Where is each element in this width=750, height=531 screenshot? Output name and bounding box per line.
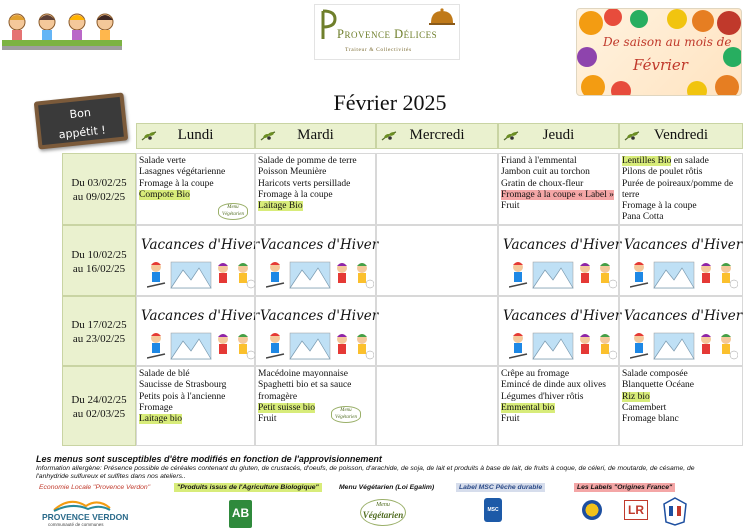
- week-date-from: Du 10/02/25: [71, 248, 127, 261]
- winter-holiday-illustration: [509, 260, 617, 290]
- menu-item-text: Légumes d'hiver rôtis: [501, 391, 584, 402]
- menu-item-text: Petits pois à l'ancienne: [139, 391, 226, 402]
- menu-item-text: Macédoine mayonnaise: [258, 369, 348, 379]
- menu-item: [258, 201, 373, 212]
- menu-item: [139, 369, 252, 380]
- week-date-from: Du 03/02/25: [71, 177, 127, 189]
- winter-holiday-illustration: [266, 331, 374, 361]
- menu-item-text: Camembert: [622, 402, 667, 413]
- menu-item-text: Fromage: [139, 402, 173, 413]
- menu-item: [258, 380, 373, 391]
- day-label: Jeudi: [542, 127, 575, 143]
- snowman-kid-icon: [600, 334, 617, 359]
- mountain-landscape-icon: [290, 333, 330, 359]
- menu-item: [139, 167, 252, 178]
- snowman-kid-icon: [238, 263, 255, 288]
- menu-item: [258, 179, 373, 190]
- skier-kid-icon: [266, 262, 284, 287]
- supply-notice: Les menus sont susceptibles d'être modifiés en fonction de l'approvisionnement: [36, 454, 382, 464]
- day-header-vendredi: [619, 123, 743, 149]
- menu-cell-vendredi: [619, 296, 743, 366]
- menu-item-text: Haricots verts persillade: [258, 178, 351, 189]
- menu-cell-vendredi: [619, 366, 743, 446]
- cloche-icon: [429, 8, 455, 26]
- menu-item: [622, 201, 740, 212]
- day-label: Mardi: [297, 127, 334, 143]
- snowman-kid-icon: [357, 334, 374, 359]
- menu-item: [622, 369, 740, 380]
- skier-kid-icon: [218, 334, 228, 354]
- menu-cell-vendredi: [619, 153, 743, 225]
- menu-item-text: Fruit: [258, 414, 277, 425]
- menu-cell-mardi: [255, 296, 379, 366]
- igp-label-icon: [582, 500, 602, 520]
- menu-item: [622, 179, 740, 202]
- menu-item-text: Gratin de choux-fleur: [501, 178, 584, 189]
- fruits-illustration: [577, 9, 742, 96]
- labels-logo-row: [0, 494, 750, 531]
- mountain-landscape-icon: [654, 333, 694, 359]
- legend-bio: "Produits issus de l'Agriculture Biologique": [174, 483, 322, 492]
- skier-kid-icon: [580, 334, 590, 354]
- mountain-landscape-icon: [171, 333, 211, 359]
- week-date-to: au 23/02/25: [72, 333, 126, 345]
- menu-item: [501, 156, 616, 167]
- winter-holiday-illustration: [509, 331, 617, 361]
- week-date-to: au 16/02/25: [72, 262, 126, 275]
- menu-item-text: Fruit: [501, 414, 520, 425]
- menu-item-text: Jambon cuit au torchon: [501, 167, 590, 178]
- vacances-label: Vacances d'Hiver: [503, 237, 622, 253]
- menu-item: [622, 392, 740, 403]
- menu-cell-lundi: [136, 225, 260, 296]
- menu-cell-mercredi: [376, 296, 498, 366]
- menu-item: [139, 190, 252, 201]
- skier-kid-icon: [218, 263, 228, 283]
- provence-verdon-logo: [40, 496, 129, 530]
- skier-kid-icon: [580, 263, 590, 283]
- snowman-kid-icon: [600, 263, 617, 288]
- chalk-line1: Bon: [68, 105, 92, 122]
- skier-kid-icon: [701, 263, 711, 283]
- veg-badge-line1: Menu: [340, 408, 352, 413]
- menu-cell-mardi: [255, 366, 376, 446]
- menu-item-text: Salade verte: [139, 156, 186, 166]
- winter-holiday-illustration: [630, 260, 738, 290]
- seasonal-fruits-banner: [576, 8, 742, 96]
- skier-kid-icon: [266, 333, 284, 358]
- brand-tagline: Traiteur & Collectivités: [345, 47, 412, 53]
- menu-item-text: Poisson Meunière: [258, 167, 327, 178]
- snowman-kid-icon: [721, 334, 738, 359]
- menu-item: [139, 414, 252, 425]
- week-date-cell: [62, 296, 136, 366]
- skier-kid-icon: [509, 333, 527, 358]
- menu-item: [139, 156, 252, 167]
- menu-cell-mercredi: [376, 225, 498, 296]
- day-header-lundi: [136, 123, 255, 149]
- legend-vegetarian: Menu Végétarien (Loi Egalim): [339, 484, 435, 491]
- day-header-jeudi: [498, 123, 619, 149]
- menu-item: [501, 190, 616, 201]
- menu-item: [258, 392, 373, 403]
- mountain-landscape-icon: [290, 262, 330, 288]
- vegetarian-menu-badge: [218, 203, 248, 220]
- skier-kid-icon: [509, 262, 527, 287]
- menu-item: [501, 414, 616, 425]
- menu-cell-mardi: [255, 225, 379, 296]
- menu-item-text: Crêpe au fromage: [501, 369, 570, 379]
- menu-item: [139, 403, 252, 414]
- menu-item-bio: Laitage bio: [139, 414, 182, 425]
- menu-item: [622, 156, 740, 167]
- menu-item-text: Saucisse de Strasbourg: [139, 380, 227, 391]
- vacances-label: Vacances d'Hiver: [624, 237, 743, 253]
- menu-item-text: Salade composée: [622, 369, 688, 379]
- menu-cell-lundi: [136, 366, 255, 446]
- legend-origines-france: Les Labels "Origines France": [574, 483, 675, 492]
- week-date-cell: [62, 225, 136, 296]
- week-date-from: Du 17/02/25: [71, 319, 127, 331]
- menu-item: [622, 212, 740, 223]
- menu-item: [258, 190, 373, 201]
- veg-badge-line1: Menu: [227, 205, 239, 210]
- snowman-kid-icon: [721, 263, 738, 288]
- menu-cell-lundi: [136, 153, 255, 225]
- menu-item: [501, 167, 616, 178]
- menu-cell-vendredi: [619, 225, 743, 296]
- menu-item: [501, 403, 616, 414]
- legend-local-economy: Economie Locale "Provence Verdon": [39, 484, 151, 491]
- menu-item: [622, 414, 740, 425]
- ab-bio-logo: AB: [229, 500, 252, 528]
- menu-item: [501, 369, 616, 380]
- day-header-mercredi: [376, 123, 498, 149]
- winter-holiday-illustration: [266, 260, 374, 290]
- menu-item: [139, 179, 252, 190]
- menu-cell-lundi: [136, 296, 260, 366]
- menu-item-bio: Riz bio: [622, 391, 650, 402]
- menu-item-bio: Emmental bio: [501, 402, 555, 413]
- pv-name: PROVENCE VERDON: [42, 512, 129, 522]
- menuveg-main: Végétarien: [362, 510, 404, 520]
- mountain-landscape-icon: [533, 333, 573, 359]
- skier-kid-icon: [337, 334, 347, 354]
- snowman-kid-icon: [238, 334, 255, 359]
- menuveg-top: Menu: [376, 502, 390, 508]
- allergen-info: Information allergène: Présence possible de céréales contenant du gluten, de crustacés, d'oeufs, de poisson, d'arachide, de soja, de lait et produits à base de lait, de fruits à coque, de céleri, de moutarde, de césame, de l'anhydride sulfureux et sulfites dans nos ateliers..: [36, 465, 695, 481]
- month-title: Février 2025: [333, 90, 447, 115]
- menu-item-text: Salade de pomme de terre: [258, 156, 357, 166]
- menu-item: [501, 179, 616, 190]
- skier-kid-icon: [147, 262, 165, 287]
- mountain-landscape-icon: [533, 262, 573, 288]
- week-date-to: au 09/02/25: [72, 191, 126, 203]
- season-line1: De saison au mois de: [603, 35, 732, 49]
- skier-kid-icon: [701, 334, 711, 354]
- kids-illustration: [2, 4, 122, 54]
- menu-item-text: Lasagnes végétarienne: [139, 167, 226, 178]
- brand-name: Provence Délices: [337, 27, 438, 41]
- skier-kid-icon: [147, 333, 165, 358]
- menu-cell-jeudi: [498, 225, 622, 296]
- menu-item: [622, 380, 740, 391]
- menu-item-text: Spaghetti bio et sa sauce: [258, 380, 352, 391]
- season-month: Février: [633, 56, 688, 74]
- week-date-from: Du 24/02/25: [71, 394, 127, 406]
- skier-kid-icon: [630, 262, 648, 287]
- vegetarian-menu-badge: [331, 406, 361, 423]
- chalk-line2: appétit !: [58, 123, 107, 142]
- mountain-landscape-icon: [654, 262, 694, 288]
- msc-logo: MSC: [484, 498, 502, 522]
- vacances-label: Vacances d'Hiver: [503, 308, 622, 324]
- menu-item-text: fromagère: [258, 391, 298, 402]
- menu-item-text: Pilons de poulet rôtis: [622, 167, 703, 178]
- menu-item: [139, 392, 252, 403]
- menu-cell-jeudi: [498, 296, 622, 366]
- day-header-mardi: [255, 123, 376, 149]
- snowman-kid-icon: [357, 263, 374, 288]
- menu-item: [501, 380, 616, 391]
- viandes-de-france-icon: [662, 496, 688, 526]
- brand-p-icon: [319, 7, 337, 41]
- menu-item-text: Salade de blé: [139, 369, 190, 379]
- skier-kid-icon: [630, 333, 648, 358]
- day-label: Vendredi: [653, 127, 709, 143]
- day-label: Lundi: [177, 127, 214, 143]
- menu-item-text: Emincé de dinde aux olives: [501, 380, 606, 391]
- vacances-label: Vacances d'Hiver: [141, 237, 260, 253]
- winter-holiday-illustration: [147, 260, 255, 290]
- menu-item-bio: Laitage Bio: [258, 201, 303, 212]
- menu-item: [258, 167, 373, 178]
- vacances-label: Vacances d'Hiver: [260, 308, 379, 324]
- veg-badge-line2: Végétarien: [222, 212, 244, 217]
- skier-kid-icon: [337, 263, 347, 283]
- menu-item-text: Purée de poireaux/pomme de terre: [622, 178, 734, 200]
- menu-item: [622, 403, 740, 414]
- menu-item: [501, 201, 616, 212]
- menu-item: [258, 369, 373, 380]
- winter-holiday-illustration: [630, 331, 738, 361]
- menu-item: [139, 380, 252, 391]
- menu-item-text: Fromage blanc: [622, 414, 679, 425]
- label-rouge-logo: LR: [624, 500, 648, 520]
- vacances-label: Vacances d'Hiver: [141, 308, 260, 324]
- menu-item-text: Friand à l'emmental: [501, 156, 577, 166]
- veg-badge-line2: Végétarien: [335, 415, 357, 420]
- mountain-landscape-icon: [171, 262, 211, 288]
- menu-cell-mercredi: [376, 153, 498, 225]
- menu-cell-mardi: [255, 153, 376, 225]
- menu-item-text: Pana Cotta: [622, 212, 664, 223]
- vacances-label: Vacances d'Hiver: [260, 237, 379, 253]
- provence-delices-logo: [314, 4, 460, 60]
- menu-item-bio: Lentilles Bio: [622, 156, 672, 166]
- menu-item-bio: Compote Bio: [139, 189, 190, 200]
- week-date-cell: [62, 153, 136, 225]
- bon-appetit-chalkboard: [34, 92, 129, 149]
- menu-cell-mercredi: [376, 366, 498, 446]
- menu-item-text: Fromage à la coupe: [139, 178, 214, 189]
- verdon-waves-icon: [40, 496, 124, 512]
- winter-holiday-illustration: [147, 331, 255, 361]
- menu-item-text: Blanquette Océane: [622, 380, 695, 391]
- menu-cell-jeudi: [498, 153, 619, 225]
- menu-item-text: Fromage à la coupe: [258, 189, 333, 200]
- menu-item-text: Fromage à la coupe: [622, 201, 697, 212]
- menu-item-label: Fromage à la coupe « Label »: [501, 189, 614, 200]
- menu-item-bio: Petit suisse bio: [258, 402, 316, 413]
- day-label: Mercredi: [409, 127, 465, 143]
- week-date-cell: [62, 366, 136, 446]
- menu-cell-jeudi: [498, 366, 619, 446]
- menu-item: [622, 167, 740, 178]
- menu-item-text: Fruit: [501, 201, 520, 212]
- menu-item-rest: en salade: [671, 156, 709, 166]
- pv-sub: communauté de communes: [48, 522, 104, 527]
- menu-vegetarien-logo: [360, 499, 406, 526]
- week-date-to: au 02/03/25: [72, 408, 126, 420]
- vacances-label: Vacances d'Hiver: [624, 308, 743, 324]
- legend-msc: Label MSC Pêche durable: [456, 483, 545, 492]
- menu-item: [501, 392, 616, 403]
- menu-item: [258, 156, 373, 167]
